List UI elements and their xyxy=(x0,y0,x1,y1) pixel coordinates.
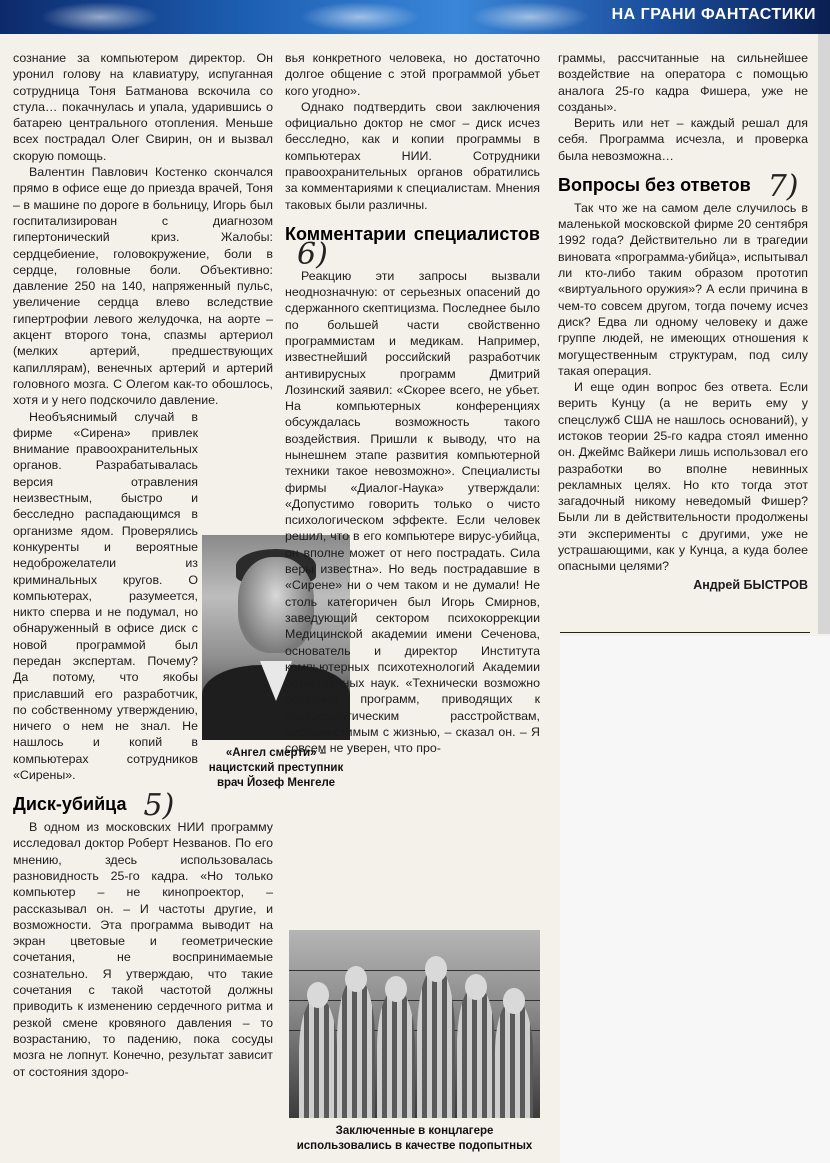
concentration-camp-photo xyxy=(289,930,540,1118)
subheading-unanswered-questions xyxy=(558,168,808,204)
blank-page-area xyxy=(560,636,830,1163)
article-column-3 xyxy=(558,50,808,593)
subheading-text: Диск-убийца xyxy=(13,794,127,815)
author-signature: Андрей БЫСТРОВ xyxy=(693,577,808,592)
page-edge-shadow xyxy=(818,34,830,634)
paragraph: Необъяснимый случай в фирме «Сирена» привлек внимание правоохранительных органов. Разрабатывалась версия отравления неизвестным, быстро и бесследно распадающимся в организме ядом. Проверялись конкуренты и вероятные недоброжелатели из криминальных кругов. О компьютерах, разумеется, никто сперва и не подумал, но обнаруженный в офисе диск с новой программой был передан экспертам. Почему? Да потому, что якобы приславший его разработчик, по собственному утверждению, ничего о нем не знал. Не нашлось и копий в компьютерах сотрудников «Сирены». xyxy=(13,409,198,783)
subheading-expert-comments xyxy=(285,223,540,272)
paragraph: Валентин Павлович Костенко скончался прямо в офисе еще до приезда врачей, Тоня – в машине по дороге в больницу, Игорь был госпитализирован с диагнозом гипертонический криз. Жалобы: сердцебиение, головокружение, боли в сердце, головные боли. Объективно: давление 250 на 140, напряженный пульс, увеличение сердца влево вследствие гипертрофии левого желудочка, на аорте – акцент второго тона, спазмы артериол (мелких артерий, предшествующих капиллярам), венечных артерий и артерий головного мозга. С Олегом как-то обошлось, хотя и у него подскочило давление. xyxy=(13,165,273,408)
handwritten-number: 5) xyxy=(143,788,175,824)
paragraph: сознание за компьютером директор. Он уронил голову на клавиатуру, испуганная сотрудница Тоня Батманова вскочила со стула… покачнулась и упала, ударившись о батарею центрального отопления. Меньше всех пострадал Олег Свирин, он и вызвал скорую помощь. xyxy=(13,51,273,163)
paragraph: Однако подтвердить свои заключения официально доктор не смог – диск исчез бесследно, как и копии программы в компьютерах НИИ. Сотрудники правоохранительных органов обратились за комментариями к специалистам. Мнения таковых были различны. xyxy=(285,99,540,212)
subheading-text: Вопросы без ответов xyxy=(558,175,751,196)
section-header-band xyxy=(0,0,830,34)
article-column-2 xyxy=(285,50,540,757)
subheading-text: Комментарии специалистов xyxy=(285,223,540,244)
paragraph: И еще один вопрос без ответа. Если верить Кунцу (а не верить ему у спецслужб США не нашлось оснований), у истоков теории 25-го кадра стоял именно он. Джеймс Вайкери лишь использовал его разработки во вполне невинных рекламных целях. Но кто тогда этот загадочный никому неведомый Фишер? Были ли в действительности продолжены эти эксперименты с другими, уже не устрашающими, как у Кунца, а куда более опасными целями? xyxy=(558,380,808,574)
paragraph: граммы, рассчитанные на сильнейшее воздействие на оператора с помощью аналога 25-го кадра Фишера, уже не созданы». xyxy=(558,51,808,114)
paragraph: Реакцию эти запросы вызвали неоднозначную: от серьезных опасений до сдержанного скептицизма. Последнее было по большей части свойственно программистам и медикам. Например, известнейший российский разработчик антивирусных программ Дмитрий Лозинский заявил: «Скорее всего, не убьет. На компьютерных конференциях обсуждалась возможность такого воздействия. Пришли к выводу, что на нынешнем этапе развития компьютерной техники такое невозможно». Специалисты фирмы «Диалог-Наука» утверждали: «Допустимо говорить только о чисто психологическом эффекте. Если человек решил, что в его компьютере вирус-убийца, он вполне может от него пострадать. Сила веры известна». Но ведь пострадавшие в «Сирене» ни о чем таком и не думали! Не столь категоричен был Игорь Смирнов, заведующий сектором психокоррекции Медицинской академии имени Сеченова, основатель и директор Института компьютерных психотехнологий Академии естественных наук. «Технически возможно создание программ, приводящих к психосоматическим расстройствам, несовместимым с жизнью, – сказал он. – Я совсем не уверен, что про- xyxy=(285,268,540,756)
paragraph: вья конкретного человека, но достаточно долгое общение с этой программой убьет кого угодно». xyxy=(285,51,540,98)
handwritten-number: 6) xyxy=(297,236,328,272)
article-end-rule xyxy=(560,632,810,633)
paragraph: Так что же на самом деле случилось в маленькой московской фирме 20 сентября 1992 года? Действительно ли в трагедии виновата «программа-убийца», испытывал ли кто-либо таким образом прототип «виртуального оружия»? А если причина в чем-то совсем другом, тогда почему исчез диск? Едва ли одному человеку и даже группе людей, не имеющих отношения к могущественным структурам, под силу такая операция. xyxy=(558,200,808,378)
paragraph: Верить или нет – каждый решал для себя. Программа исчезла, и проверка была невозможна… xyxy=(558,116,808,163)
handwritten-number: 7) xyxy=(767,168,799,204)
section-title: НА ГРАНИ ФАНТАСТИКИ xyxy=(611,6,816,23)
paragraph: В одном из московских НИИ программу исследовал доктор Роберт Незванов. По его мнению, здесь использовалась разновидность 25-го кадра. «Но только компьютер – не кинопроектор, – рассказывал он. – И частоты другие, и возможности. Эта программа выводит на экран цветовые и геометрические сочетания, не воспринимаемые сознательно. Я утверждаю, что такие сочетания с такой частотой должны приводить к изменению сердечного ритма и резкой смене кровяного давления – то возрастанию, то падению, пока сосуды мозга не лопнут. Конечно, результат зависит от состояния здоро- xyxy=(13,820,273,1079)
subheading-disk-killer xyxy=(13,788,273,824)
camp-photo-caption: Заключенные в концлагере использовались в качестве подопытных xyxy=(296,1125,533,1152)
mengele-photo-caption: «Ангел смерти» – нацистский преступник врач Йозеф Менгеле xyxy=(208,747,344,789)
